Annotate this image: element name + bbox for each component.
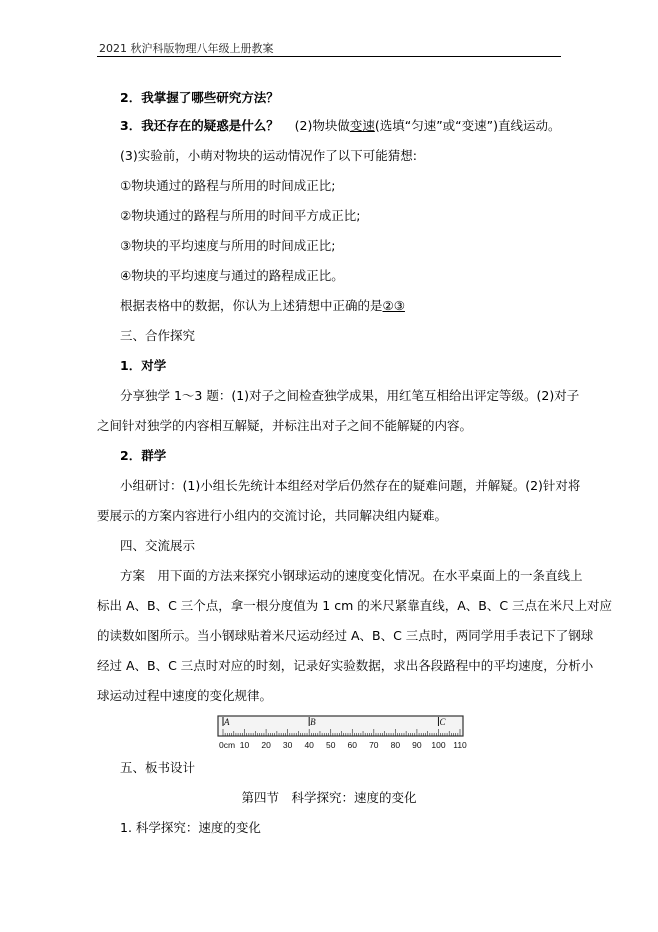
ruler-svg [216, 712, 468, 752]
qunxue-line-2: 要展示的方案内容进行小组内的交流讨论，共同解决组内疑难。 [97, 508, 448, 523]
ruler-tick-label: 50 [325, 740, 336, 750]
q3-part2-answer: 变速 [349, 118, 375, 133]
question-3-label: 3．我还存在的疑惑是什么？ [120, 118, 279, 133]
duixue-line-2: 之间针对独学的内容相互解疑，并标注出对子之间不能解疑的内容。 [97, 418, 473, 433]
ruler-tick-label: 80 [390, 740, 401, 750]
q3-spacer [279, 118, 295, 133]
fangan-line-5: 球运动过程中速度的变化规律。 [97, 688, 273, 703]
q3-part2-suffix: (选填“匀速”或“变速”)直线运动。 [374, 118, 561, 133]
paragraph-guess-intro: (3)实验前，小萌对物块的运动情况作了以下可能猜想: [120, 148, 417, 163]
fangan-line-2: 标出 A、B、C 三个点，拿一根分度值为 1 cm 的米尺紧靠直线，A、B、C 三点在米尺上对应 [97, 598, 613, 613]
ruler-tick-label: 70 [369, 740, 379, 750]
ruler-tick-label: 90 [412, 740, 422, 750]
section-5-heading: 五、板书设计 [120, 760, 196, 775]
ruler-tick-label: 10 [239, 740, 250, 750]
ruler-tick-label: 100 [431, 740, 446, 750]
board-title: 第四节 科学探究：速度的变化 [241, 790, 417, 805]
meter-ruler-figure [216, 712, 468, 752]
ruler-body [218, 716, 463, 736]
subsection-qunxue: 2．群学 [120, 448, 167, 463]
ruler-tick-label: 30 [282, 740, 293, 750]
ruler-point-label: A [224, 717, 230, 727]
question-3-line [120, 118, 561, 134]
subsection-duixue: 1．对学 [120, 358, 167, 373]
q3-part2-prefix: (2)物块做 [294, 118, 350, 133]
conclusion-answer: ②③ [382, 298, 405, 313]
header-title: 2021 秋沪科版物理八年级上册教案 [99, 42, 274, 55]
conclusion-line [120, 298, 405, 314]
ruler-unit-label: 0cm [219, 740, 236, 750]
ruler-point-label: C [439, 717, 446, 727]
fangan-line-3: 的读数如图所示。当小钢球贴着米尺运动经过 A、B、C 三点时，两同学用手表记下了钢球 [97, 628, 594, 643]
guess-3: ③物块的平均速度与所用的时间成正比; [120, 238, 336, 253]
fangan-line-1: 方案 用下面的方法来探究小钢球运动的速度变化情况。在水平桌面上的一条直线上 [120, 568, 583, 583]
guess-1: ①物块通过的路程与所用的时间成正比; [120, 178, 336, 193]
section-3-heading: 三、合作探究 [120, 328, 196, 343]
guess-2: ②物块通过的路程与所用的时间平方成正比; [120, 208, 361, 223]
duixue-line-1: 分享独学 1～3 题：(1)对子之间检查独学成果，用红笔互相给出评定等级。(2)对子 [120, 388, 580, 403]
fangan-line-4: 经过 A、B、C 三点时对应的时刻，记录好实验数据，求出各段路程中的平均速度，分析小 [97, 658, 594, 673]
section-4-heading: 四、交流展示 [120, 538, 196, 553]
ruler-tick-label: 110 [453, 740, 467, 750]
question-2: 2．我掌握了哪些研究方法？ [120, 90, 279, 105]
qunxue-line-1: 小组研讨：(1)小组长先统计本组经对学后仍然存在的疑难问题，并解疑。(2)针对将 [120, 478, 581, 493]
ruler-tick-label: 60 [347, 740, 358, 750]
ruler-tick-label: 20 [261, 740, 271, 750]
conclusion-text: 根据表格中的数据，你认为上述猜想中正确的是 [120, 298, 383, 313]
ruler-point-label: B [310, 717, 316, 727]
board-item-1: 1. 科学探究：速度的变化 [120, 820, 261, 835]
guess-4: ④物块的平均速度与通过的路程成正比。 [120, 268, 344, 283]
page-header [97, 36, 561, 57]
ruler-tick-label: 40 [304, 740, 314, 750]
